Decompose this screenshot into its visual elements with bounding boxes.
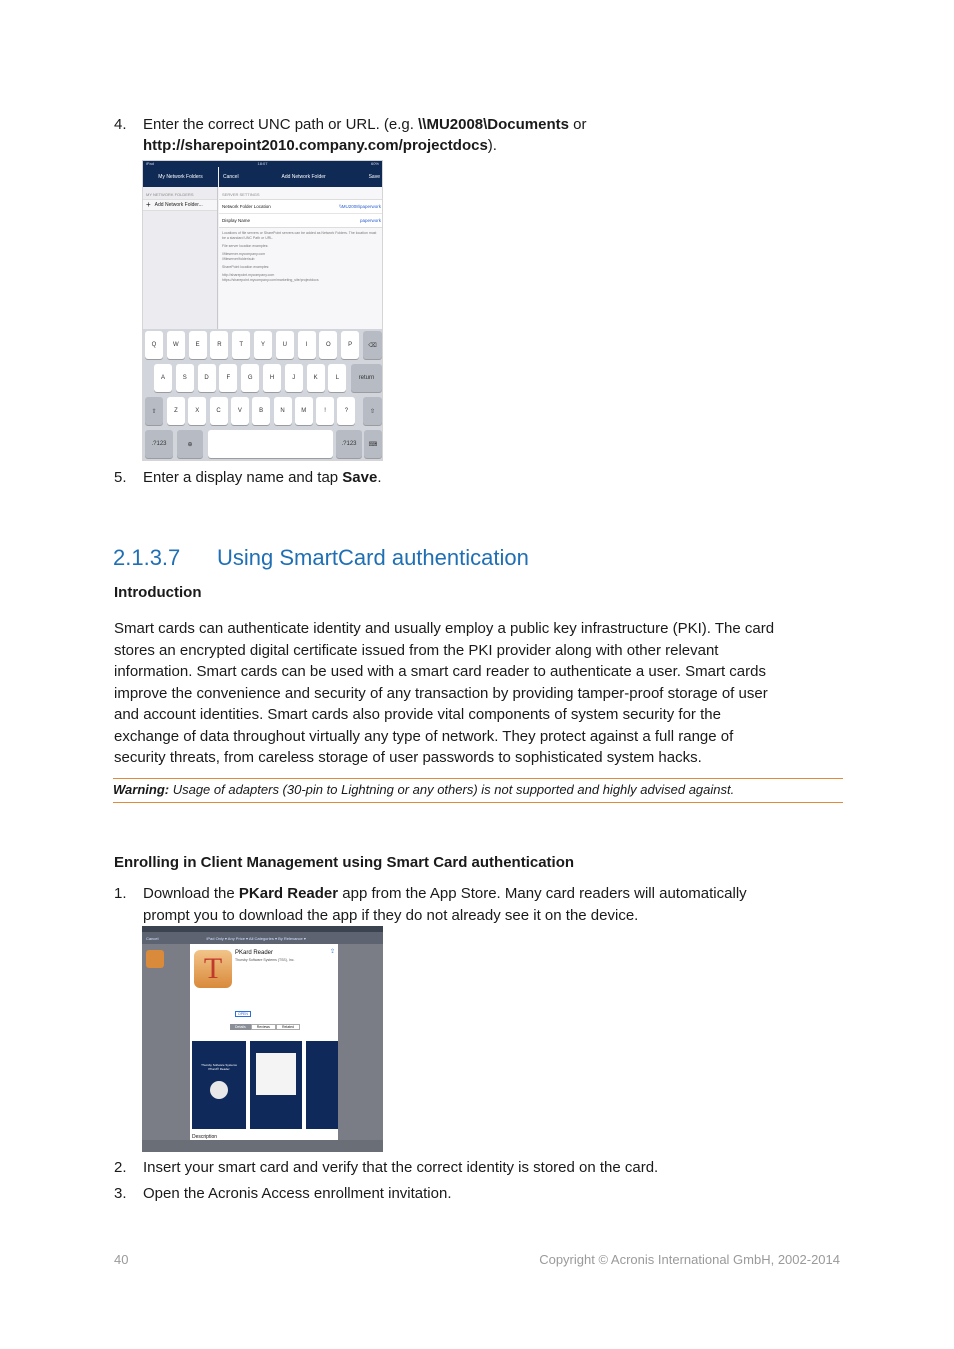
key[interactable]: Y	[254, 331, 272, 359]
help-line: SharePoint location examples:	[222, 265, 270, 269]
key[interactable]: C	[210, 397, 228, 425]
key[interactable]: H	[263, 364, 281, 392]
app-store-nav	[142, 932, 383, 944]
on-screen-keyboard	[143, 329, 383, 461]
tab-reviews[interactable]: Reviews	[251, 1024, 276, 1030]
tab-bar	[142, 1140, 383, 1152]
app-name: PKard Reader	[235, 950, 274, 956]
save-button[interactable]: Save	[368, 174, 380, 180]
help-line: \\fileserver.mycompany.com	[222, 252, 266, 256]
app-screenshot-1	[192, 1041, 246, 1129]
step-number: 5.	[114, 469, 127, 486]
help-line: http://sharepoint.mycompany.com	[222, 273, 275, 277]
description-heading: Description	[192, 1134, 218, 1140]
status-time: 18:07	[257, 161, 268, 166]
intro-line: exchange of data throughout virtually any type of network. They protect against a full range of	[114, 727, 734, 745]
intro-line: and account identities. Smart cards also provide vital components of system security for the	[114, 706, 721, 723]
app-store-cancel[interactable]: Cancel	[146, 935, 159, 941]
add-folder-label: Add Network Folder...	[154, 202, 203, 208]
key[interactable]: X	[188, 397, 206, 425]
help-line: https://sharepoint.mycompany.com/marketing_site/projectdocs	[222, 278, 319, 282]
status-carrier: iPad	[146, 161, 155, 166]
right-nav-bar	[219, 167, 383, 187]
location-row[interactable]	[219, 200, 383, 214]
step-4-post: ).	[487, 137, 497, 154]
numbers-key[interactable]: .?123	[145, 430, 173, 458]
display-name-label: Display Name	[222, 218, 251, 223]
status-battery: 60%	[370, 161, 379, 166]
key[interactable]: ?	[337, 397, 355, 425]
pkard-app-icon: T	[194, 950, 232, 988]
intro-heading: Introduction	[114, 584, 202, 601]
key[interactable]: Z	[167, 397, 185, 425]
shift-key[interactable]: ⇧	[145, 397, 163, 425]
step-number: 2.	[114, 1159, 127, 1176]
step-1-pre: Download the	[143, 885, 239, 902]
plus-icon: +	[146, 200, 151, 209]
nav-title: Add Network Folder	[281, 174, 326, 180]
step-1-text	[143, 883, 747, 905]
add-network-folder-screenshot	[142, 160, 383, 461]
help-text	[219, 228, 383, 286]
app-screenshot-3	[306, 1041, 338, 1129]
step-2-text: Insert your smart card and verify that the correct identity is stored on the card.	[143, 1159, 659, 1176]
url-example: http://sharepoint2010.company.com/projectdocs	[143, 137, 488, 154]
step-1-text-line2: prompt you to download the app if they do not already see it on the device.	[143, 907, 639, 924]
intro-line: Smart cards can authenticate identity and usually employ a public key infrastructure (PKI). The card	[114, 620, 775, 637]
app-screenshot-2	[250, 1041, 302, 1129]
open-button[interactable]: OPEN	[235, 1011, 251, 1017]
key[interactable]: F	[219, 364, 237, 392]
step-5-pre: Enter a display name and tap	[143, 469, 343, 486]
step-number: 3.	[114, 1185, 127, 1202]
key[interactable]: A	[154, 364, 172, 392]
globe-key[interactable]: ⊕	[177, 430, 203, 458]
cancel-button[interactable]: Cancel	[223, 174, 239, 180]
step-5-bold: Save	[342, 469, 378, 486]
key[interactable]: L	[328, 364, 346, 392]
space-key[interactable]	[208, 430, 333, 458]
folders-sidebar	[143, 187, 218, 329]
key[interactable]: W	[167, 331, 185, 359]
key[interactable]: V	[231, 397, 249, 425]
server-settings-panel	[219, 187, 383, 329]
key[interactable]: B	[252, 397, 270, 425]
key[interactable]: J	[285, 364, 303, 392]
step-5-post: .	[377, 469, 382, 486]
key[interactable]: T	[232, 331, 250, 359]
left-nav-bar	[143, 167, 218, 187]
help-line: File server location examples:	[222, 244, 269, 248]
section-number: 2.1.3.7	[113, 545, 181, 570]
location-label: Network Folder Location	[222, 204, 271, 209]
pkard-reader-name: PKard Reader	[238, 885, 339, 902]
key[interactable]: G	[241, 364, 259, 392]
warning-label: Warning:	[113, 782, 170, 797]
shift-key[interactable]: ⇧	[363, 397, 382, 425]
key[interactable]: !	[316, 397, 334, 425]
copyright: Copyright © Acronis International GmbH, 2002-2014	[539, 1252, 840, 1267]
help-line: Locations of file servers or SharePoint servers can be added as Network Folders. The location must be a standard UNC Path or URL.	[222, 231, 377, 240]
hide-keyboard-key[interactable]: ⌨	[364, 430, 382, 458]
step-4-text	[143, 114, 587, 136]
intro-line: stores an encrypted digital certificate issued from the PKI provider along with other relevant	[114, 641, 719, 659]
return-key[interactable]: return	[351, 364, 382, 392]
step-number: 4.	[114, 116, 127, 133]
app-icon-small	[146, 950, 164, 968]
key[interactable]: K	[307, 364, 325, 392]
help-line: \\fileserver\folder\sub	[222, 257, 255, 261]
app-store-screenshot	[142, 926, 383, 1152]
tab-details[interactable]: Details	[230, 1024, 251, 1030]
intro-line: security threats, from careless storage of user passwords to sophisticated system hacks.	[114, 749, 702, 766]
key[interactable]: D	[198, 364, 216, 392]
section-title: Using SmartCard authentication	[217, 545, 529, 570]
step-4-or: or	[569, 116, 587, 133]
app-developer: Thursby Software Systems (TSS), Inc.	[235, 958, 295, 962]
warning-box	[113, 778, 843, 803]
step-5-text	[143, 467, 382, 489]
step-3-text: Open the Acronis Access enrollment invitation.	[143, 1185, 452, 1202]
intro-line: information. Smart cards can be used with a smart card reader to authenticate a user. Smart cards	[114, 663, 766, 680]
key[interactable]: P	[341, 331, 359, 359]
detail-tabs	[230, 1024, 300, 1030]
display-name-input[interactable]: paperwork	[359, 218, 381, 223]
step-number: 1.	[114, 885, 127, 902]
share-icon[interactable]: ⇪	[329, 949, 335, 955]
warning-body: Usage of adapters (30-pin to Lightning or any others) is not supported and highly advised against.	[169, 782, 735, 797]
key[interactable]: I	[298, 331, 316, 359]
filter-bar[interactable]: iPad Only ▾ Any Price ▾ All Categories ▾ By Relevance ▾	[206, 935, 306, 941]
settings-section-label: SERVER SETTINGS	[222, 192, 260, 197]
enroll-heading: Enrolling in Client Management using Smart Card authentication	[114, 854, 575, 871]
location-input[interactable]: \\MU2008\paperwork	[339, 204, 381, 209]
screenshot-caption: Thursby Software Systems PKard® Reader	[201, 1063, 237, 1071]
key[interactable]: E	[189, 331, 207, 359]
key[interactable]: M	[295, 397, 313, 425]
unc-example: \\MU2008\Documents	[418, 116, 569, 133]
page-number: 40	[114, 1252, 129, 1267]
numbers-key[interactable]: .?123	[336, 430, 362, 458]
warning-text	[113, 779, 843, 797]
display-name-row[interactable]	[219, 214, 383, 227]
step-1-post: app from the App Store. Many card readers will automatically	[338, 885, 747, 902]
step-4-text-line2	[143, 135, 497, 157]
left-nav-title: My Network Folders	[158, 174, 203, 180]
key[interactable]: R	[210, 331, 228, 359]
tab-related[interactable]: Related	[276, 1024, 300, 1030]
key[interactable]: O	[319, 331, 337, 359]
key[interactable]: Q	[145, 331, 163, 359]
key[interactable]: U	[276, 331, 294, 359]
add-network-folder-item[interactable]	[143, 199, 217, 211]
intro-line: improve the convenience and security of any transaction by providing tamper-proof storage of user	[114, 684, 768, 702]
key[interactable]: N	[274, 397, 292, 425]
intro-paragraph	[114, 618, 854, 769]
app-detail-modal	[190, 944, 338, 1149]
seal-icon	[210, 1081, 228, 1099]
backspace-key[interactable]: ⌫	[363, 331, 382, 359]
sidebar-section-label: MY NETWORK FOLDERS	[146, 192, 194, 197]
step-4-pre: Enter the correct UNC path or URL. (e.g.	[143, 116, 419, 133]
key[interactable]: S	[176, 364, 194, 392]
